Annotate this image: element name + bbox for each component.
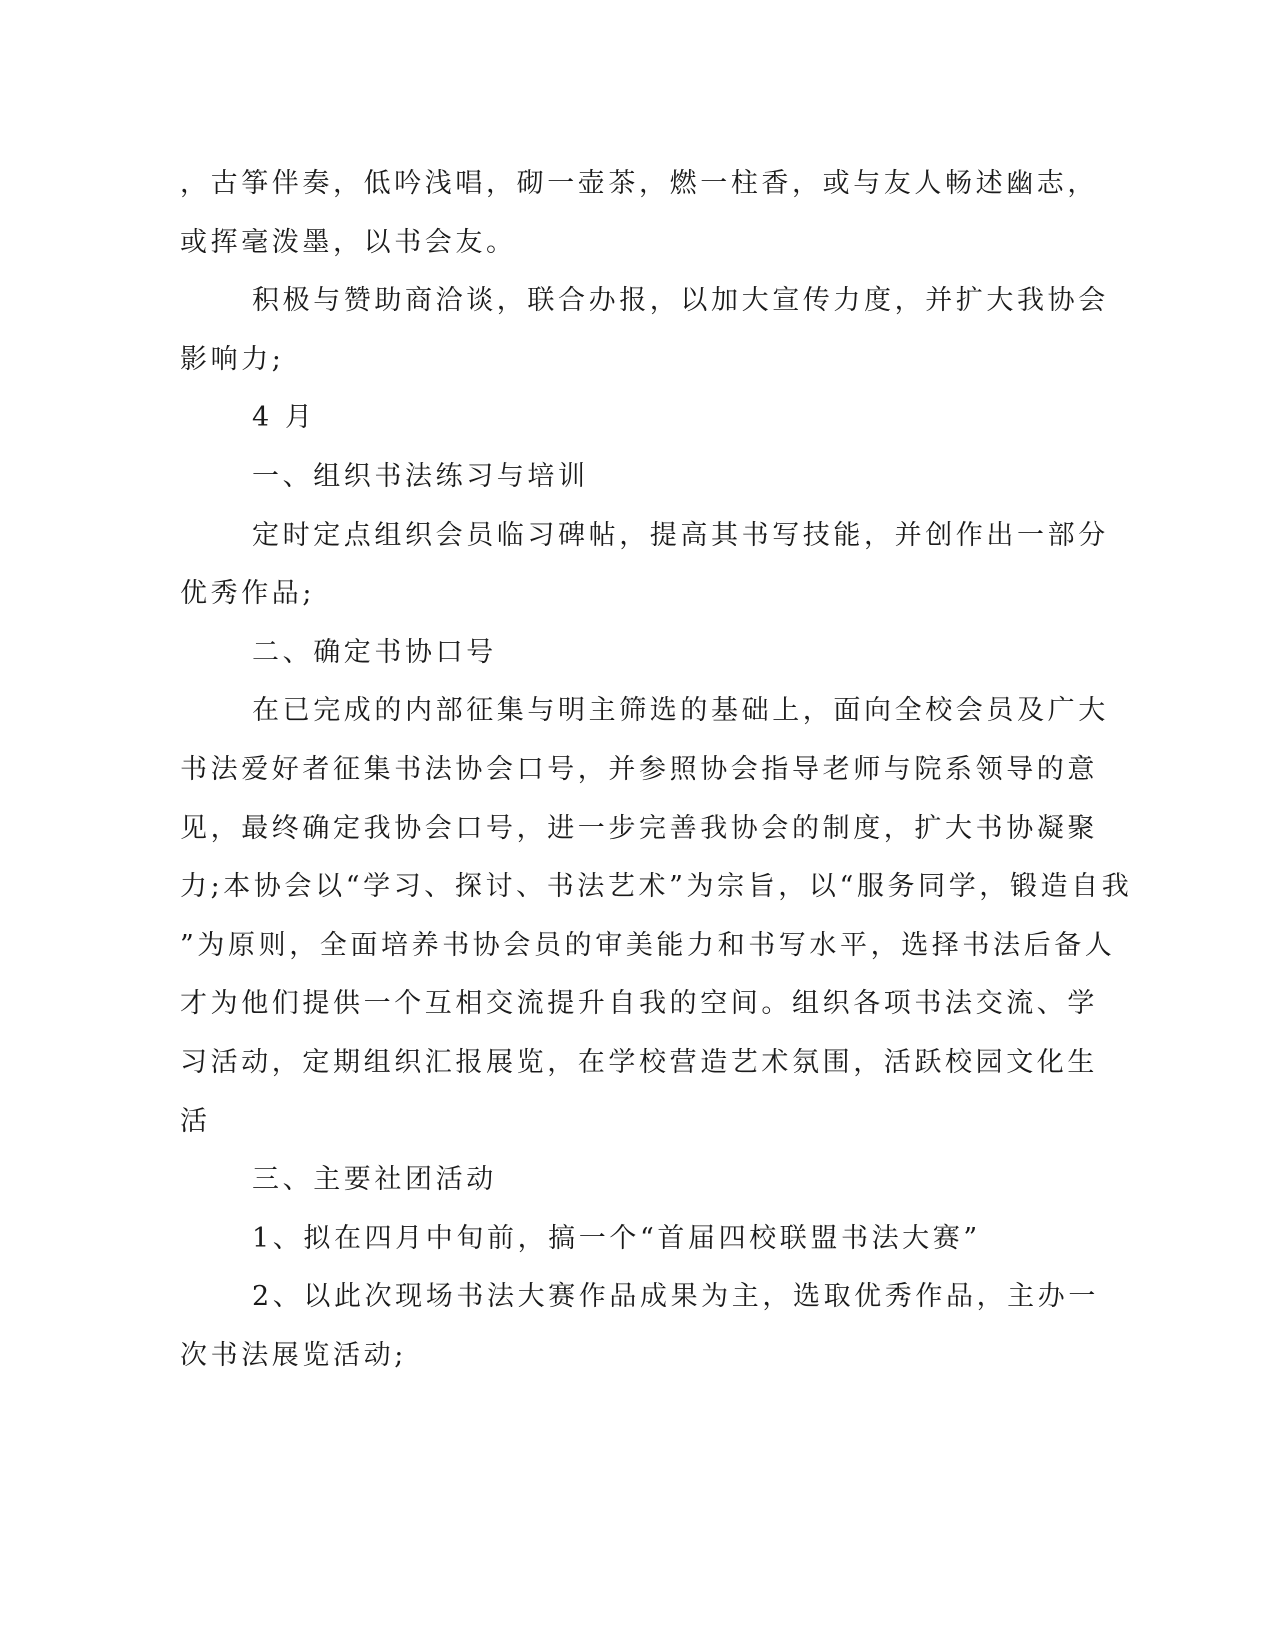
section-heading-1: 一、组织书法练习与培训 <box>252 460 589 492</box>
text-line: 次书法展览活动; <box>180 1339 407 1371</box>
text-line: 影响力; <box>180 343 285 375</box>
month-heading: 4 月 <box>252 402 316 434</box>
text-line: ，古筝伴奏，低吟浅唱，砌一壶茶，燃一柱香，或与友人畅述幽志， <box>180 168 1098 199</box>
text-line: 力;本协会以“学习、探讨、书法艺术”为宗旨，以“服务同学，锻造自我 <box>180 871 1133 903</box>
section-heading-2: 二、确定书协口号 <box>252 636 497 668</box>
text-line: 书法爱好者征集书法协会口号，并参照协会指导老师与院系领导的意 <box>180 753 1098 785</box>
text-line: 习活动，定期组织汇报展览，在学校营造艺术氛围，活跃校园文化生 <box>180 1046 1098 1078</box>
text-line: 才为他们提供一个互相交流提升自我的空间。组织各项书法交流、学 <box>180 988 1098 1020</box>
paragraph-start-line: 在已完成的内部征集与明主筛选的基础上，面向全校会员及广大 <box>252 695 1109 727</box>
text-line: 或挥毫泼墨，以书会友。 <box>180 226 517 258</box>
list-item-2: 2、以此次现场书法大赛作品成果为主，选取优秀作品，主办一 <box>252 1281 1099 1313</box>
text-line: 见，最终确定我协会口号，进一步完善我协会的制度，扩大书协凝聚 <box>180 812 1098 844</box>
text-line: 活 <box>180 1105 211 1137</box>
paragraph-start-line: 定时定点组织会员临习碑帖，提高其书写技能，并创作出一部分 <box>252 519 1109 551</box>
text-line: ”为原则，全面培养书协会员的审美能力和书写水平，选择书法后备人 <box>180 929 1116 961</box>
text-line: 优秀作品; <box>180 578 316 610</box>
section-heading-3: 三、主要社团活动 <box>252 1164 497 1196</box>
document-body <box>180 155 1133 1385</box>
paragraph-start-line: 积极与赞助商洽谈，联合办报，以加大宣传力度，并扩大我协会 <box>252 285 1109 317</box>
list-item-1: 1、拟在四月中旬前，搞一个“首届四校联盟书法大赛” <box>252 1222 981 1254</box>
